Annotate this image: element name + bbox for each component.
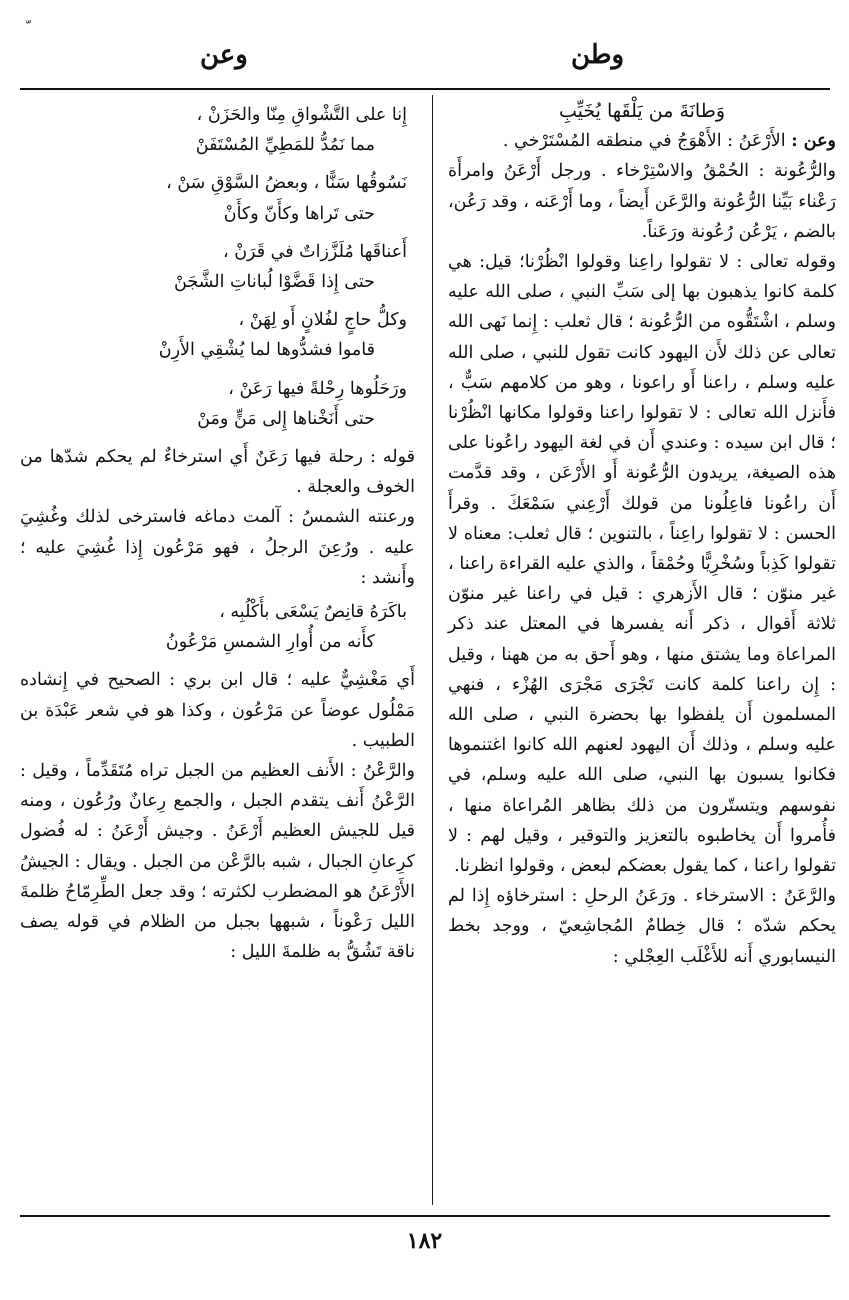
paragraph: أَي مَغْشِيٌّ عليه ؛ قال ابن بري : الصحيح في إِنشاده مَمْلُول عوضاً عن مَرْعُون ، وكذا هو في شعر عَبْدَة بن الطبيب . — [20, 670, 415, 751]
verse-stanza — [20, 597, 415, 657]
header-headword-right: وطن — [570, 40, 624, 70]
verse-line: إِنا على التَّشْواقِ مِنّا والحَزَنْ ، — [196, 105, 407, 125]
verse-line: أَعناقَها مُلَزَّزاتٌ في قَرَنْ ، — [222, 241, 407, 262]
verse-stanza — [20, 100, 415, 160]
left-column — [20, 96, 415, 967]
entry-headword: وعن : — [791, 131, 836, 152]
verse-line: حتى إِذا قَضَّوْا لُباناتِ الشَّجَنْ — [174, 272, 375, 293]
verse-stanza — [20, 374, 415, 434]
paragraph: والرُّعُونة : الحُمْقُ والاسْتِرْخاء . ورجل أَرْعَنُ وامرأَة رَعْناء بَيِّنا الرُّعُونة والرَّعَن أَيضاً ، وما أَرْعَنه ، وقد رَعُن، بالضم ، يَرْعُن رُعُونة ورَعَناً. — [448, 161, 836, 242]
header-headword-left: وعن — [200, 40, 248, 70]
paragraph: وقوله تعالى : لا تقولوا راعِنا وقولوا انْظُرْنا؛ قيل: هي كلمة كانوا يذهبون بها إلى سَبِّ النبي ، صلى الله عليه وسلم ، اشْتَقُّوه من الرُّعُونة ؛ قال ثعلب : إِنما نَهى الله تعالى عن ذلك لأَن اليهود كانت تقول للنبي ، صلى الله عليه وسلم ، راعنا أَو راعونا ، وهو من كلامهم سَبٌّ ، فأَنزل الله تعالى : لا تقولوا راعنا وقولوا مكانها انْظُرْنا ؛ قال ابن سيده : وعندي أَن في لغة اليهود راعُونا على هذه الصيغة، يريدون الرُّعُونة أَو الأَرْعَن ، وقد قدَّمت أَن راعُونا فاعِلُونا من قولك أَرْعِني سَمْعَكَ . وقرأَ الحسن : لا تقولوا راعِناً ، بالتنوين ؛ قال ثعلب: معناه لا تقولوا كَذِباً وسُخْرِيًّا وحُمْقاً ، والذي عليه القراءة راعنا ، غير منوّن ؛ قال الأَزهري : قيل في راعنا غير منوّن ثلاثة أَقوال ، ذكر أَنه يفسرها في المعتل عند ذكر المراعاة وما يشتق منها ، وهو أَحق به من ههنا ، وقيل : إِن راعنا كلمة كانت تَجْرَى مَجْرَى الهُزْء ، فنهي المسلمون أَن يلفظوا بها بحضرة النبي ، صلى الله عليه وسلم ، وذلك أَن اليهود لعنهم الله كانوا اغتنموها فكانوا يسبون بها النبي، صلى الله عليه وسلم، في نفوسهم ويتستّرون من ذلك بظاهر المُراعاة منها ، فأُمروا أَن يخاطبوه بالتعزيز والتوقير ، وقيل لهم : لا تقولوا راعنا ، كما يقول بعضكم لبعض ، وقولوا انظرنا. — [448, 252, 836, 877]
column-title-verse: وَطانَةَ من يَلْقَها يُخَيِّبِ — [559, 100, 725, 122]
verse-line: قاموا فشدُّوها لما يُشْقِي الأَرِنْ — [158, 340, 375, 361]
right-column — [448, 96, 836, 972]
paragraph: ورعنته الشمسُ : آلمت دماغه فاسترخى لذلك وغُشِيَ عليه . ورُعِنَ الرجلُ ، فهو مَرْعُون إِذا غُشِيَ عليه ؛ وأَنشد : — [20, 507, 415, 588]
paragraph: قوله : رحلة فيها رَعَنٌ أَي استرخاءٌ لم يحكم شدّها من الخوف والعجلة . — [20, 447, 415, 498]
verse-stanza — [20, 305, 415, 365]
column-separator — [432, 95, 433, 1205]
verse-line: نَسُوقُها سَنًّا ، وبعضُ السَّوْقِ سَنْ ، — [166, 173, 407, 194]
verse-line: كأَنه من أُوارِ الشمسِ مَرْعُونُ — [165, 632, 375, 653]
verse-line: حتى تَراها وكأَنّ وكأَنْ — [223, 203, 375, 224]
footer-rule — [20, 1215, 830, 1217]
verse-line: وكلُّ حاجٍ لفُلانٍ أَو لِهَنْ ، — [238, 310, 407, 331]
verse-stanza — [20, 168, 415, 228]
paragraph: والرَّعَنُ : الاسترخاء . ورَعَنُ الرحلِ : استرخاؤه إِذا لم يحكم شدّه ؛ قال خِطامٌ المُجاشِعيّ ، ووجد بخط النيسابوري أَنه للأَغْلَب العِجْلي : — [448, 886, 836, 967]
verse-line: مما نَمُدُّ للمَطِيِّ المُسْتَفَنْ — [195, 135, 375, 156]
entry-definition: الأَرْعَنُ : الأَهْوَجُ في منطقه المُسْتَرْخي . — [502, 131, 786, 152]
verse-line: ورَحَلُوها رِحْلةً فيها رَعَنْ ، — [228, 378, 407, 399]
entry-paragraph — [448, 126, 836, 156]
page-number: ١٨٢ — [406, 1228, 443, 1254]
verse-line: حتى أَنَخْناها إِلى مَنٍّ ومَنْ — [197, 408, 375, 429]
paragraph: والرَّعْنُ : الأَنف العظيم من الجبل تراه مُتَقَدِّماً ، وقيل : الرَّعْنُ أَنف يتقدم الجبل ، والجمع رِعانٌ ورُعُون ، ومنه قيل للجيش العظيم أَرْعَنُ . وجيش أَرْعَنُ : له فُضول كرِعانِ الجبال ، شبه بالرَّعْن من الجبل . ويقال : الجيشُ الأَرْعَنُ هو المضطرب لكثرته ؛ وقد جعل الطِّرِمّاحُ ظلمةَ الليل رَعْوناً ، شبهها بجبل من الظلام في قوله يصف ناقة تَشُقُّ به ظلمةَ الليل : — [20, 761, 415, 963]
header-rule — [20, 88, 830, 90]
verse-stanza — [20, 237, 415, 297]
verse-line: باكَرَهُ قانِصٌ يَسْعَى بأَكْلُبِه ، — [219, 602, 407, 623]
page-header — [0, 40, 849, 90]
